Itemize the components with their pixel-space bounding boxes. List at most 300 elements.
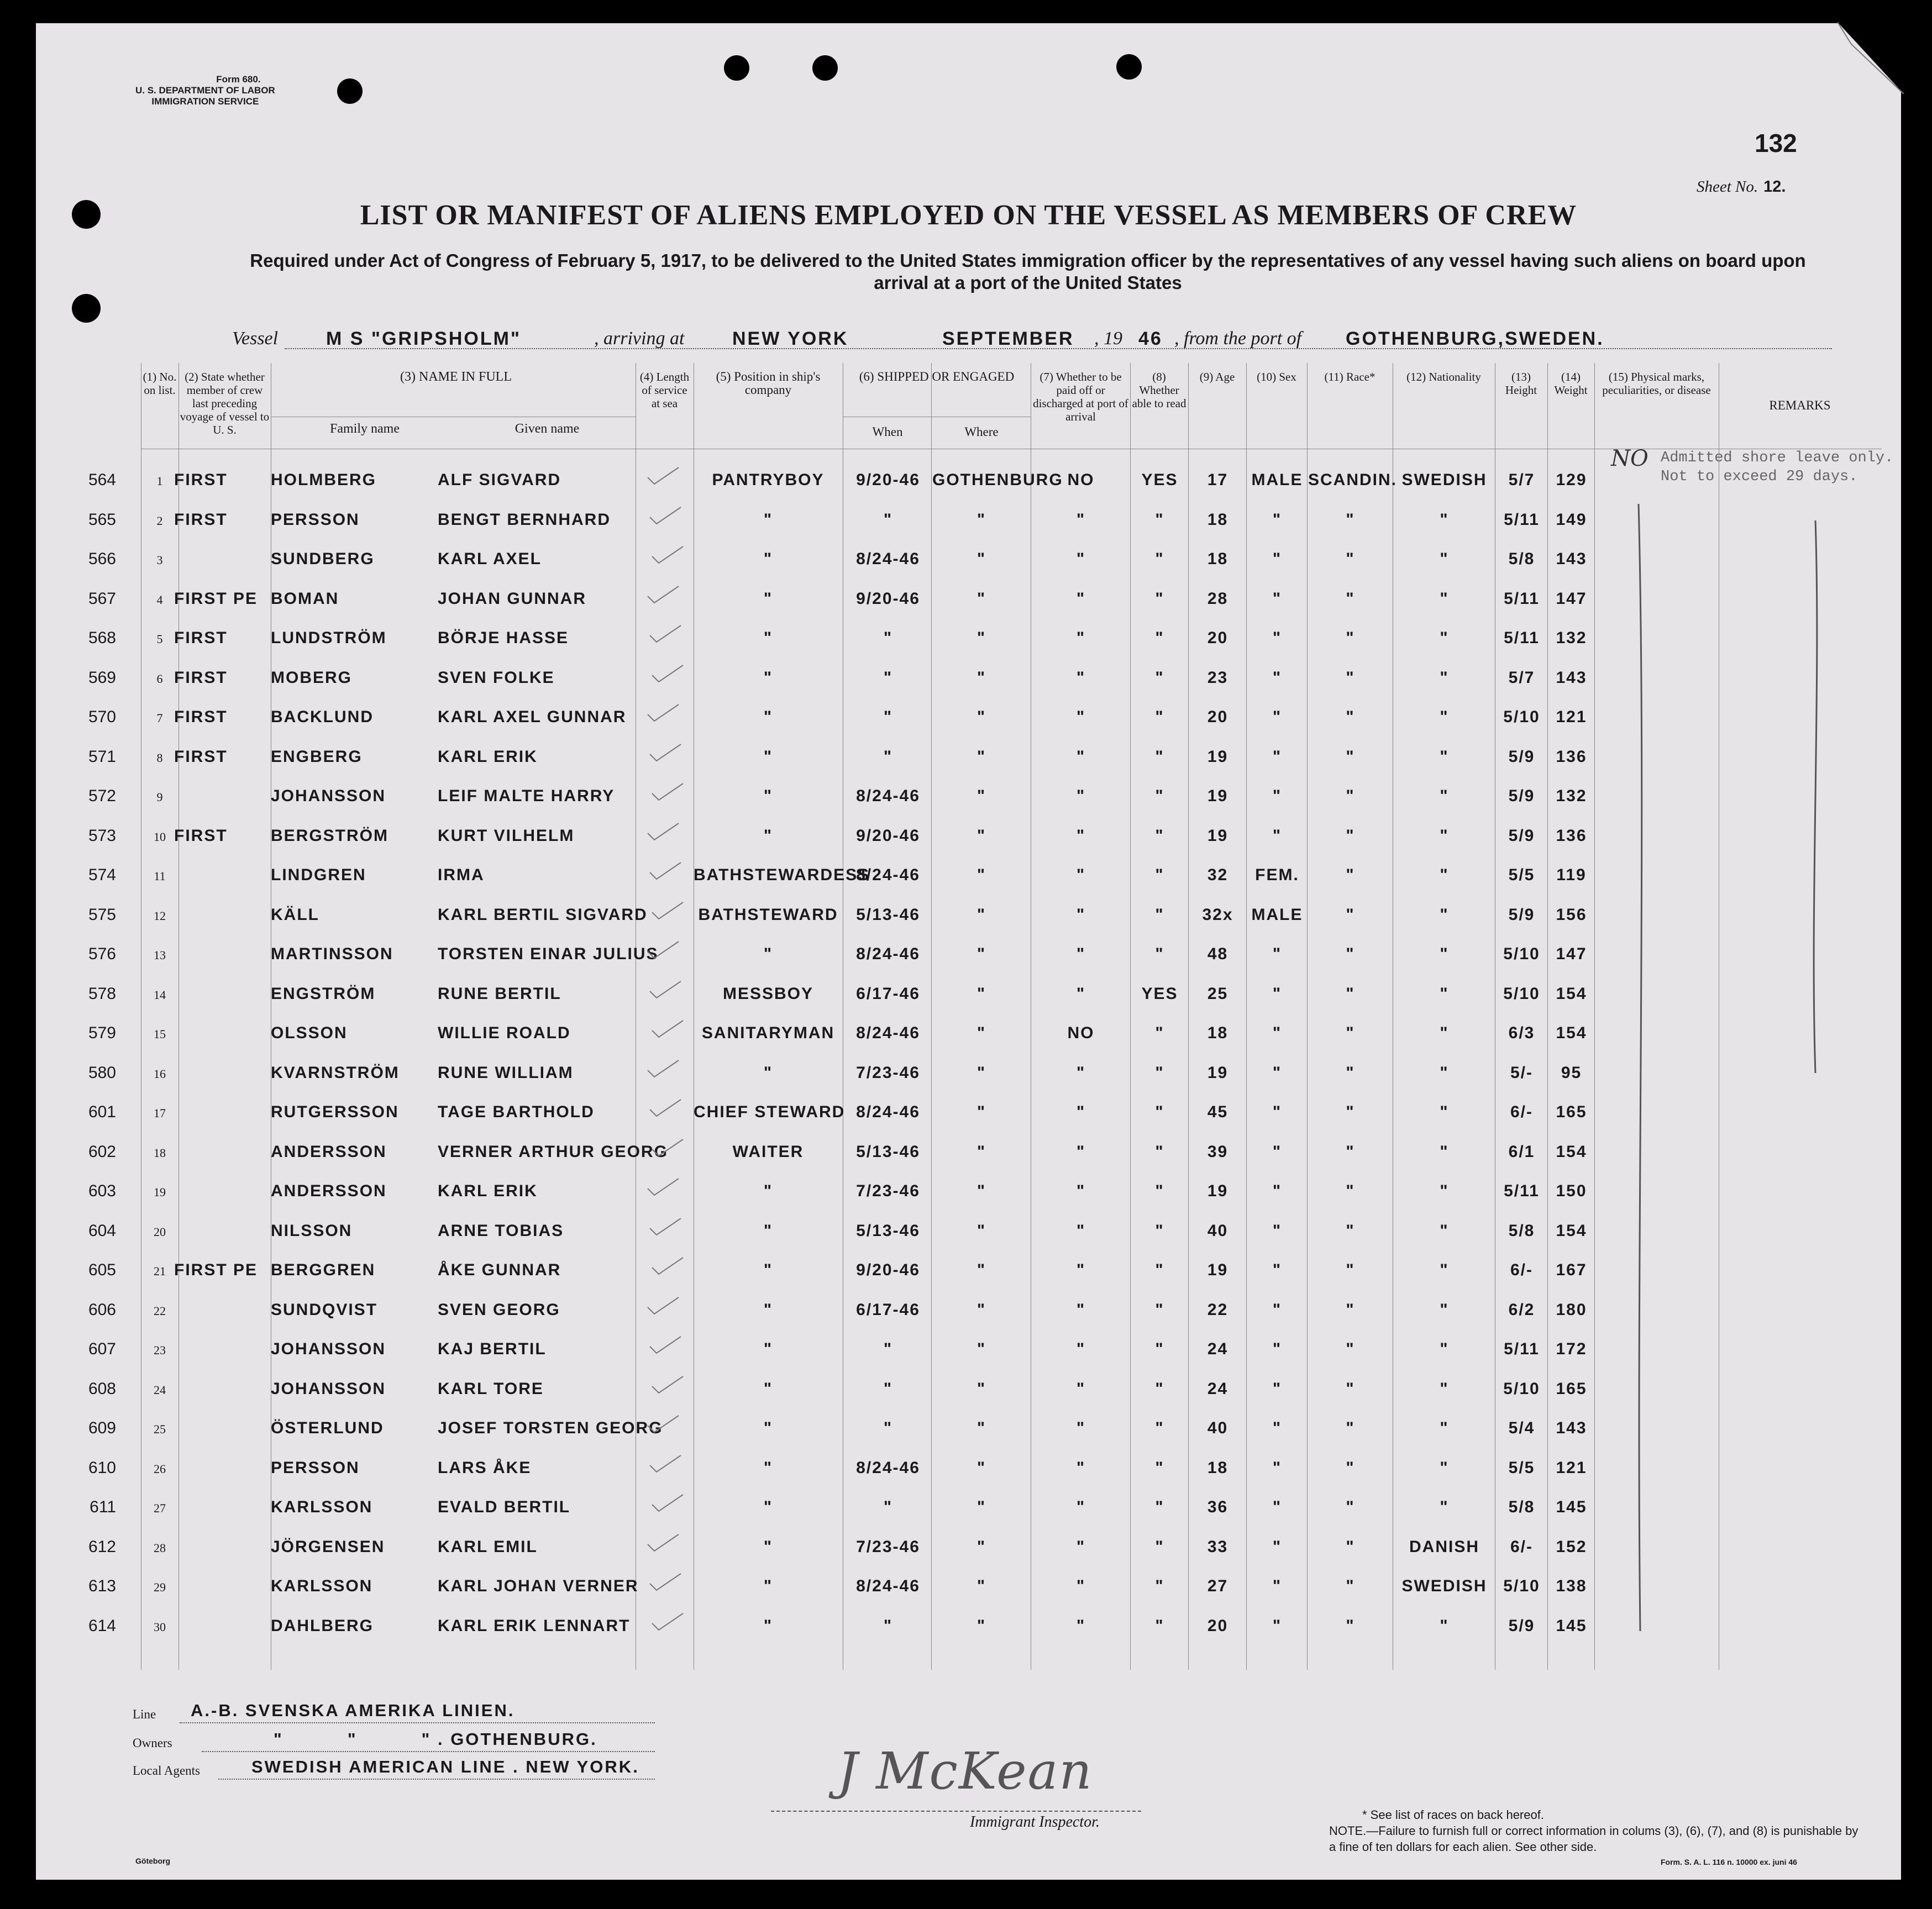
row-weight: 147 bbox=[1556, 589, 1587, 608]
row-able-to-read: " bbox=[1155, 747, 1164, 766]
table-row bbox=[36, 1606, 1901, 1644]
row-given-name: TAGE BARTHOLD bbox=[438, 1103, 595, 1121]
remarks-bracket bbox=[1636, 493, 1658, 1642]
row-race: " bbox=[1346, 905, 1355, 924]
printer-mark: Göteborg bbox=[135, 1857, 170, 1865]
row-family-name: BACKLUND bbox=[271, 708, 374, 726]
table-row bbox=[36, 1250, 1901, 1289]
row-shipped-when: 8/24-46 bbox=[856, 1024, 920, 1042]
row-nationality: " bbox=[1440, 1261, 1449, 1279]
row-sex: " bbox=[1272, 1498, 1282, 1516]
row-shipped-when: 8/24-46 bbox=[856, 1103, 920, 1121]
row-shipped-when: 8/24-46 bbox=[856, 550, 920, 568]
row-shipped-when: " bbox=[883, 747, 893, 766]
row-given-name: ALF SIGVARD bbox=[438, 471, 561, 489]
col-header-family: Family name bbox=[330, 422, 400, 436]
table-row bbox=[36, 618, 1901, 656]
row-position: " bbox=[763, 1221, 773, 1240]
row-weight: 154 bbox=[1556, 984, 1587, 1003]
row-shipped-where: " bbox=[977, 826, 986, 845]
row-ref-number: 604 bbox=[88, 1221, 116, 1240]
row-list-number: 3 bbox=[156, 553, 163, 567]
row-position: " bbox=[763, 1458, 773, 1477]
row-given-name: KARL ERIK bbox=[438, 1182, 538, 1200]
row-position: CHIEF STEWARD bbox=[694, 1103, 846, 1121]
page-number: 132 bbox=[1755, 129, 1797, 157]
row-list-number: 20 bbox=[154, 1224, 166, 1239]
row-state: FIRST bbox=[174, 510, 228, 529]
row-family-name: ANDERSSON bbox=[271, 1182, 387, 1200]
row-paid-off: " bbox=[1076, 1300, 1086, 1319]
row-able-to-read: " bbox=[1155, 589, 1164, 608]
row-list-number: 2 bbox=[156, 513, 163, 528]
row-list-number: 18 bbox=[154, 1145, 166, 1160]
row-shipped-when: 6/17-46 bbox=[856, 984, 920, 1003]
row-given-name: KARL ERIK bbox=[438, 747, 538, 766]
row-position: " bbox=[763, 1537, 773, 1556]
table-row bbox=[36, 1013, 1901, 1051]
row-ref-number: 609 bbox=[88, 1419, 116, 1437]
row-paid-off: " bbox=[1076, 905, 1086, 924]
row-able-to-read: YES bbox=[1141, 471, 1178, 489]
row-list-number: 16 bbox=[154, 1066, 166, 1081]
row-ref-number: 603 bbox=[88, 1182, 116, 1200]
table-row bbox=[36, 579, 1901, 617]
row-shipped-where: " bbox=[977, 1024, 986, 1042]
row-family-name: PERSSON bbox=[271, 510, 360, 529]
row-family-name: DAHLBERG bbox=[271, 1616, 374, 1635]
row-race: " bbox=[1346, 866, 1355, 884]
row-able-to-read: " bbox=[1155, 1261, 1164, 1279]
row-race: " bbox=[1346, 589, 1355, 608]
row-age: 18 bbox=[1207, 1024, 1229, 1042]
row-race: " bbox=[1346, 1577, 1355, 1595]
page-title: LIST OR MANIFEST OF ALIENS EMPLOYED ON THE VESSEL AS MEMBERS OF CREW bbox=[360, 199, 1577, 231]
footer-note bbox=[1329, 1807, 1860, 1855]
row-shipped-where: " bbox=[977, 1616, 986, 1635]
row-given-name: KARL EMIL bbox=[438, 1537, 538, 1556]
table-row bbox=[36, 974, 1901, 1012]
row-height: 6/3 bbox=[1508, 1024, 1535, 1042]
row-shipped-where: " bbox=[977, 787, 986, 805]
row-able-to-read: " bbox=[1155, 629, 1164, 647]
row-able-to-read: " bbox=[1155, 1379, 1164, 1398]
row-nationality: " bbox=[1440, 1379, 1449, 1398]
row-age: 19 bbox=[1207, 826, 1229, 845]
service-checkmark bbox=[647, 1532, 680, 1554]
row-ref-number: 575 bbox=[88, 905, 116, 924]
row-list-number: 27 bbox=[154, 1501, 166, 1515]
remarks-line-2: Not to exceed 29 days. bbox=[1661, 469, 1858, 485]
table-row bbox=[36, 816, 1901, 854]
row-position: MESSBOY bbox=[722, 984, 814, 1003]
row-height: 5/5 bbox=[1508, 866, 1535, 884]
row-paid-off: " bbox=[1076, 589, 1086, 608]
row-weight: 172 bbox=[1556, 1340, 1587, 1358]
row-given-name: IRMA bbox=[438, 866, 485, 884]
row-given-name: KARL TORE bbox=[438, 1379, 544, 1398]
row-given-name: JOHAN GUNNAR bbox=[438, 589, 587, 608]
row-paid-off: " bbox=[1076, 1616, 1086, 1635]
row-able-to-read: YES bbox=[1141, 984, 1178, 1003]
row-family-name: ENGBERG bbox=[271, 747, 363, 766]
row-weight: 165 bbox=[1556, 1103, 1587, 1121]
row-family-name: ÖSTERLUND bbox=[271, 1419, 384, 1437]
row-able-to-read: " bbox=[1155, 1142, 1164, 1161]
row-paid-off: " bbox=[1076, 1261, 1086, 1279]
row-shipped-when: 9/20-46 bbox=[856, 826, 920, 845]
table-row bbox=[36, 1290, 1901, 1328]
row-ref-number: 574 bbox=[88, 866, 116, 884]
row-family-name: BERGSTRÖM bbox=[271, 826, 389, 845]
row-shipped-when: 7/23-46 bbox=[856, 1063, 920, 1082]
row-position: SANITARYMAN bbox=[701, 1024, 835, 1042]
row-nationality: " bbox=[1440, 708, 1449, 726]
line-underline bbox=[180, 1722, 655, 1723]
row-list-number: 22 bbox=[154, 1303, 166, 1318]
row-paid-off: " bbox=[1076, 1498, 1086, 1516]
row-height: 5/11 bbox=[1504, 510, 1540, 529]
races-note: * See list of races on back hereof. bbox=[1362, 1808, 1544, 1822]
row-family-name: BOMAN bbox=[271, 589, 339, 608]
row-paid-off: " bbox=[1076, 708, 1086, 726]
row-height: 5/10 bbox=[1503, 945, 1540, 963]
row-paid-off: " bbox=[1076, 510, 1086, 529]
row-paid-off: " bbox=[1076, 550, 1086, 568]
row-height: 5/8 bbox=[1508, 1498, 1535, 1516]
row-nationality: " bbox=[1440, 589, 1449, 608]
punch-hole bbox=[812, 55, 838, 81]
row-sex: " bbox=[1272, 668, 1282, 687]
row-weight: 121 bbox=[1556, 1458, 1587, 1477]
row-family-name: KÄLL bbox=[271, 905, 319, 924]
row-given-name: KARL ERIK LENNART bbox=[438, 1616, 631, 1635]
row-list-number: 5 bbox=[156, 632, 163, 646]
row-height: 6/2 bbox=[1508, 1300, 1535, 1319]
row-family-name: JOHANSSON bbox=[271, 1379, 386, 1398]
row-position: " bbox=[763, 945, 773, 963]
row-list-number: 29 bbox=[154, 1580, 166, 1594]
row-shipped-when: " bbox=[883, 1340, 893, 1358]
table-row bbox=[36, 1527, 1901, 1565]
row-family-name: MARTINSSON bbox=[271, 945, 393, 963]
row-given-name: KARL JOHAN VERNER bbox=[438, 1577, 639, 1595]
row-state: FIRST bbox=[174, 826, 228, 845]
row-able-to-read: " bbox=[1155, 1537, 1164, 1556]
arrival-year: 46 bbox=[1138, 328, 1163, 349]
row-ref-number: 614 bbox=[88, 1616, 116, 1635]
row-ref-number: 610 bbox=[88, 1458, 116, 1477]
row-list-number: 1 bbox=[156, 474, 163, 488]
row-shipped-where: " bbox=[977, 866, 986, 884]
table-row bbox=[36, 1487, 1901, 1526]
row-ref-number: 571 bbox=[88, 747, 116, 766]
row-shipped-when: 5/13-46 bbox=[856, 905, 920, 924]
row-ref-number: 606 bbox=[88, 1300, 116, 1319]
row-sex: " bbox=[1272, 1063, 1282, 1082]
row-list-number: 23 bbox=[154, 1343, 166, 1357]
row-weight: 95 bbox=[1561, 1063, 1582, 1082]
service-checkmark bbox=[649, 623, 682, 645]
row-shipped-where: " bbox=[977, 1537, 986, 1556]
owners-underline bbox=[202, 1751, 655, 1752]
row-sex: FEM. bbox=[1255, 866, 1299, 884]
row-shipped-where: " bbox=[977, 1261, 986, 1279]
form-header bbox=[135, 74, 275, 107]
row-family-name: ENGSTRÖM bbox=[271, 984, 376, 1003]
row-list-number: 11 bbox=[154, 869, 166, 883]
row-list-number: 12 bbox=[154, 908, 166, 923]
row-shipped-where: " bbox=[977, 1142, 986, 1161]
row-nationality: " bbox=[1440, 1103, 1449, 1121]
row-nationality: " bbox=[1440, 510, 1449, 529]
row-nationality: " bbox=[1440, 1300, 1449, 1319]
row-paid-off: " bbox=[1076, 668, 1086, 687]
service-checkmark bbox=[649, 1334, 682, 1356]
row-able-to-read: " bbox=[1155, 1458, 1164, 1477]
row-sex: " bbox=[1272, 1379, 1282, 1398]
row-sex: " bbox=[1272, 1340, 1282, 1358]
row-paid-off: " bbox=[1076, 1142, 1086, 1161]
row-ref-number: 573 bbox=[88, 826, 116, 845]
row-sex: " bbox=[1272, 510, 1282, 529]
row-position: " bbox=[763, 787, 773, 805]
row-race: " bbox=[1346, 747, 1355, 766]
row-sex: " bbox=[1272, 826, 1282, 845]
row-shipped-where: " bbox=[977, 589, 986, 608]
table-row bbox=[36, 499, 1901, 538]
row-shipped-where: " bbox=[977, 1300, 986, 1319]
row-sex: " bbox=[1272, 1419, 1282, 1437]
row-ref-number: 605 bbox=[88, 1261, 116, 1279]
row-given-name: LARS ÅKE bbox=[438, 1458, 532, 1477]
owners-label: Owners bbox=[133, 1736, 172, 1750]
row-sex: MALE bbox=[1251, 905, 1303, 924]
row-weight: 136 bbox=[1556, 747, 1587, 766]
col-header-where: Where bbox=[964, 425, 999, 439]
row-sex: " bbox=[1272, 1142, 1282, 1161]
row-position: " bbox=[763, 1577, 773, 1595]
row-able-to-read: " bbox=[1155, 826, 1164, 845]
row-nationality: " bbox=[1440, 1142, 1449, 1161]
row-sex: " bbox=[1272, 1300, 1282, 1319]
row-shipped-when: 5/13-46 bbox=[856, 1221, 920, 1240]
table-row bbox=[36, 539, 1901, 577]
row-ref-number: 566 bbox=[88, 550, 116, 568]
row-nationality: " bbox=[1440, 1221, 1449, 1240]
row-position: " bbox=[763, 629, 773, 647]
arriving-label: , arriving at bbox=[594, 328, 685, 349]
row-family-name: NILSSON bbox=[271, 1221, 353, 1240]
row-able-to-read: " bbox=[1155, 708, 1164, 726]
row-weight: 121 bbox=[1556, 708, 1587, 726]
row-weight: 149 bbox=[1556, 510, 1587, 529]
row-ref-number: 579 bbox=[88, 1024, 116, 1042]
row-given-name: TORSTEN EINAR JULIUS bbox=[438, 945, 659, 963]
row-nationality: " bbox=[1440, 826, 1449, 845]
row-height: 5/9 bbox=[1508, 1616, 1535, 1635]
col-header-read: (8) Whether able to read bbox=[1132, 370, 1186, 410]
row-shipped-when: " bbox=[883, 708, 893, 726]
row-shipped-where: " bbox=[977, 747, 986, 766]
row-nationality: " bbox=[1440, 866, 1449, 884]
sheet-number bbox=[1697, 178, 1786, 196]
col-header-position: (5) Position in ship's company bbox=[716, 370, 821, 397]
col-header-race: (11) Race* bbox=[1324, 370, 1376, 383]
row-ref-number: 580 bbox=[88, 1063, 116, 1082]
row-able-to-read: " bbox=[1155, 1103, 1164, 1121]
row-family-name: KARLSSON bbox=[271, 1498, 373, 1516]
row-list-number: 17 bbox=[154, 1106, 166, 1120]
row-shipped-where: " bbox=[977, 1419, 986, 1437]
row-state: FIRST PE bbox=[174, 589, 258, 608]
row-given-name: ÅKE GUNNAR bbox=[438, 1261, 561, 1279]
row-paid-off: " bbox=[1076, 866, 1086, 884]
service-checkmark bbox=[651, 1018, 684, 1040]
row-sex: " bbox=[1272, 945, 1282, 963]
agents-label: Local Agents bbox=[133, 1764, 200, 1777]
col-header-weight: (14) Weight bbox=[1554, 370, 1588, 397]
row-shipped-where: " bbox=[977, 1340, 986, 1358]
row-shipped-when: 8/24-46 bbox=[856, 866, 920, 884]
table-row bbox=[36, 776, 1901, 814]
vessel-label: Vessel bbox=[232, 328, 279, 349]
row-age: 24 bbox=[1207, 1379, 1229, 1398]
remarks-bracket bbox=[1804, 520, 1826, 1073]
row-race: " bbox=[1346, 1340, 1355, 1358]
row-list-number: 6 bbox=[156, 671, 163, 686]
penalty-note: NOTE.—Failure to furnish full or correct information in colums (3), (6), (7), and (8) is punishable by a fine of ten dollars for each alien. See other side. bbox=[1329, 1824, 1859, 1854]
row-position: " bbox=[763, 1379, 773, 1398]
row-sex: " bbox=[1272, 1616, 1282, 1635]
row-family-name: KARLSSON bbox=[271, 1577, 373, 1595]
row-state: FIRST PE bbox=[174, 1261, 258, 1279]
row-position: BATHSTEWARDESS bbox=[694, 866, 870, 884]
col-header-height: (13) Height bbox=[1505, 370, 1537, 397]
row-age: 19 bbox=[1207, 1182, 1229, 1200]
row-given-name: SVEN FOLKE bbox=[438, 668, 555, 687]
row-age: 36 bbox=[1207, 1498, 1229, 1516]
row-sex: " bbox=[1272, 747, 1282, 766]
row-paid-off: " bbox=[1076, 1577, 1086, 1595]
punch-hole bbox=[337, 78, 363, 104]
handwritten-mark: NO bbox=[1611, 446, 1649, 471]
row-race: SCANDIN. bbox=[1308, 471, 1398, 489]
row-shipped-when: 9/20-46 bbox=[856, 589, 920, 608]
row-sex: " bbox=[1272, 1537, 1282, 1556]
row-sex: " bbox=[1272, 1221, 1282, 1240]
row-family-name: SUNDBERG bbox=[271, 550, 375, 568]
row-height: 6/- bbox=[1510, 1537, 1533, 1556]
row-height: 5/11 bbox=[1504, 589, 1540, 608]
remarks-line-1: Admitted shore leave only. bbox=[1661, 450, 1894, 466]
row-paid-off: " bbox=[1076, 787, 1086, 805]
row-age: 40 bbox=[1207, 1221, 1229, 1240]
row-shipped-where: " bbox=[977, 1103, 986, 1121]
service-checkmark bbox=[649, 1571, 682, 1594]
row-weight: 154 bbox=[1556, 1142, 1587, 1161]
row-shipped-where: " bbox=[977, 668, 986, 687]
row-list-number: 24 bbox=[154, 1382, 166, 1397]
row-given-name: JOSEF TORSTEN GEORG bbox=[438, 1419, 663, 1437]
agents-value: SWEDISH AMERICAN LINE . NEW YORK. bbox=[251, 1757, 639, 1776]
signature-line bbox=[771, 1811, 1141, 1812]
row-age: 19 bbox=[1207, 1261, 1229, 1279]
service-checkmark bbox=[651, 1374, 684, 1396]
arriving-value: NEW YORK bbox=[732, 328, 849, 349]
row-state: FIRST bbox=[174, 629, 228, 647]
row-shipped-when: " bbox=[883, 510, 893, 529]
row-age: 23 bbox=[1207, 668, 1229, 687]
row-paid-off: " bbox=[1076, 1458, 1086, 1477]
row-age: 39 bbox=[1207, 1142, 1229, 1161]
service-checkmark bbox=[649, 742, 682, 764]
row-nationality: " bbox=[1440, 1182, 1449, 1200]
row-nationality: " bbox=[1440, 1419, 1449, 1437]
row-nationality: DANISH bbox=[1409, 1537, 1479, 1556]
row-paid-off: " bbox=[1076, 1103, 1086, 1121]
col-header-state: (2) State whether member of crew last preceding voyage of vessel to U. S. bbox=[180, 370, 270, 437]
row-family-name: JÖRGENSEN bbox=[271, 1537, 385, 1556]
row-nationality: " bbox=[1440, 550, 1449, 568]
row-shipped-when: 5/13-46 bbox=[856, 1142, 920, 1161]
row-family-name: RUTGERSSON bbox=[271, 1103, 399, 1121]
table-row bbox=[36, 1329, 1901, 1368]
row-nationality: " bbox=[1440, 1340, 1449, 1358]
row-weight: 132 bbox=[1556, 787, 1587, 805]
row-given-name: KARL AXEL GUNNAR bbox=[438, 708, 627, 726]
row-position: " bbox=[763, 589, 773, 608]
row-race: " bbox=[1346, 668, 1355, 687]
row-list-number: 8 bbox=[156, 750, 163, 765]
row-able-to-read: " bbox=[1155, 1024, 1164, 1042]
row-list-number: 19 bbox=[154, 1185, 166, 1199]
service-checkmark bbox=[647, 1295, 680, 1317]
row-list-number: 10 bbox=[154, 829, 166, 844]
col-header-remarks: REMARKS bbox=[1769, 398, 1831, 412]
row-weight: 167 bbox=[1556, 1261, 1587, 1279]
row-height: 5/8 bbox=[1508, 1221, 1535, 1240]
row-position: " bbox=[763, 1419, 773, 1437]
row-nationality: " bbox=[1440, 629, 1449, 647]
row-ref-number: 612 bbox=[88, 1537, 116, 1556]
row-given-name: LEIF MALTE HARRY bbox=[438, 787, 615, 805]
row-paid-off: " bbox=[1076, 1182, 1086, 1200]
row-given-name: KARL AXEL bbox=[438, 550, 542, 568]
row-position: " bbox=[763, 826, 773, 845]
row-weight: 143 bbox=[1556, 668, 1587, 687]
row-ref-number: 611 bbox=[90, 1498, 116, 1516]
row-nationality: " bbox=[1440, 1458, 1449, 1477]
row-race: " bbox=[1346, 1103, 1355, 1121]
row-race: " bbox=[1346, 550, 1355, 568]
row-given-name: WILLIE ROALD bbox=[438, 1024, 571, 1042]
service-checkmark bbox=[649, 979, 682, 1001]
service-checkmark bbox=[649, 860, 682, 882]
row-shipped-where: " bbox=[977, 1379, 986, 1398]
row-age: 32 bbox=[1207, 866, 1229, 884]
row-height: 5/- bbox=[1510, 1063, 1533, 1082]
row-height: 5/9 bbox=[1508, 826, 1535, 845]
row-list-number: 7 bbox=[156, 711, 163, 725]
row-paid-off: NO bbox=[1067, 1024, 1095, 1042]
row-shipped-when: 8/24-46 bbox=[856, 1577, 920, 1595]
row-nationality: " bbox=[1440, 984, 1449, 1003]
row-shipped-where: " bbox=[977, 945, 986, 963]
row-nationality: " bbox=[1440, 1063, 1449, 1082]
row-weight: 154 bbox=[1556, 1221, 1587, 1240]
table-row bbox=[36, 1132, 1901, 1170]
